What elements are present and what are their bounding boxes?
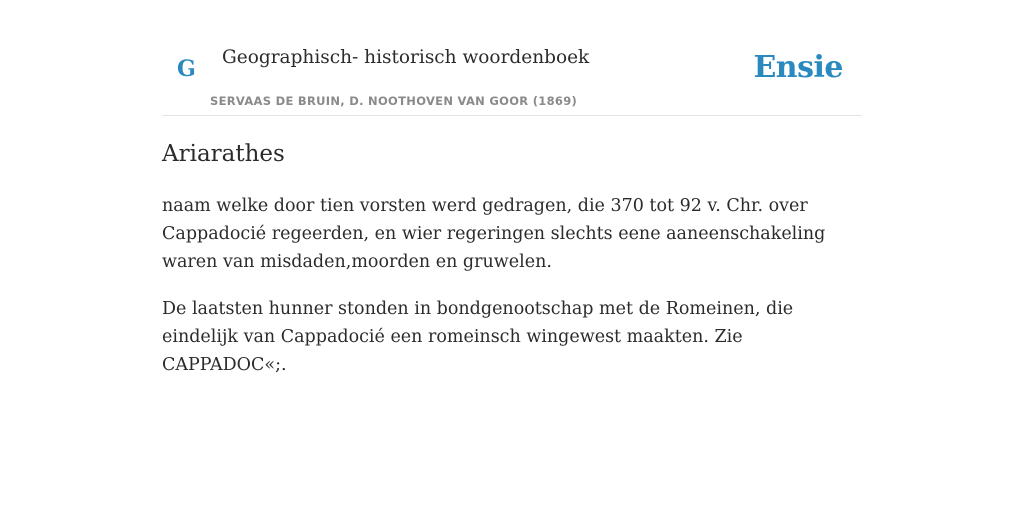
book-title-link[interactable]: Geographisch- historisch woordenboek xyxy=(222,47,590,68)
book-header xyxy=(162,40,862,116)
entry-paragraph: De laatsten hunner stonden in bondgenootschap met de Romeinen, die eindelijk van Cappadocié een romeinsch wingewest maakten. Zie CAPPADOC«;. xyxy=(162,299,794,375)
entry-text xyxy=(162,192,862,379)
entry-content xyxy=(162,138,862,379)
book-author: SERVAAS DE BRUIN, D. NOOTHOVEN VAN GOOR (1869) xyxy=(210,94,578,108)
ensie-logo-link[interactable]: Ensie xyxy=(753,50,843,85)
book-logo-link[interactable]: G xyxy=(177,56,196,82)
entry-paragraph: naam welke door tien vorsten werd gedragen, die 370 tot 92 v. Chr. over Cappadocié regeerden, en wier regeringen slechts eene aaneenschakeling waren van misdaden,moorden en gruwelen. xyxy=(162,196,826,272)
entry-title: Ariarathes xyxy=(162,141,285,167)
